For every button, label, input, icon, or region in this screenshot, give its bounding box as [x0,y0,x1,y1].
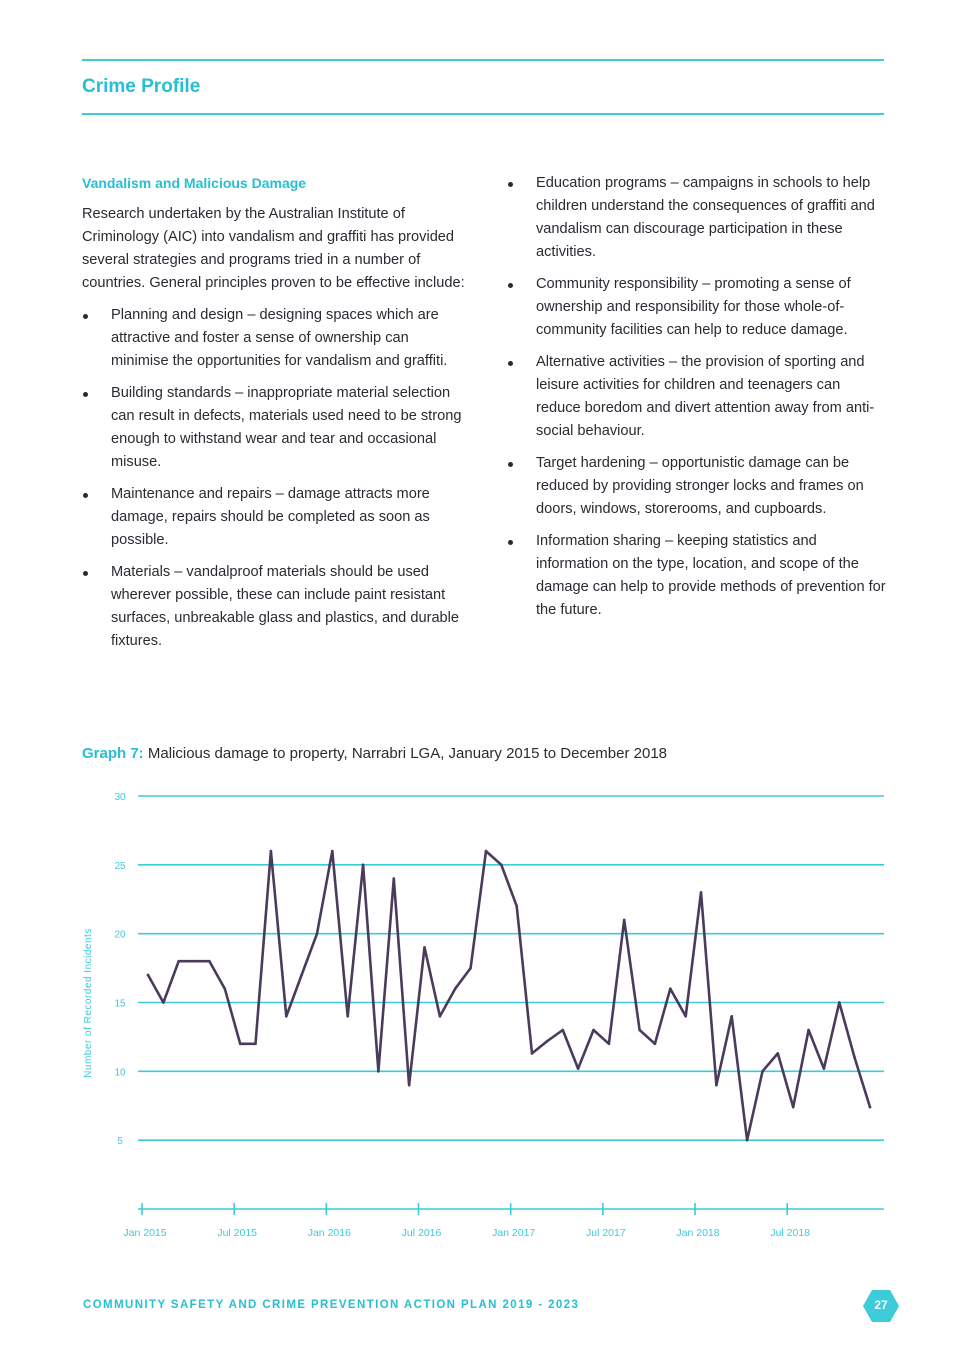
list-item: Target hardening – opportunistic damage can be reduced by providing stronger locks and frames on doors, windows, storerooms, and cupboards. [507,452,887,521]
data-point [392,877,395,880]
data-point [715,1084,718,1087]
data-point [792,1106,795,1109]
intro-paragraph: Research undertaken by the Australian Institute of Criminology (AIC) into vandalism and graffiti has provided several strategies and programs tried in a number of countries. General principles proven to be effective include: [82,206,465,291]
data-point [147,974,150,977]
data-point [561,1029,564,1032]
data-point [838,1001,841,1004]
list-item: Education programs – campaigns in schools to help children understand the consequences of graffiti and vandalism can discourage participation in these activities. [507,172,887,264]
data-point [408,1084,411,1087]
data-point [316,932,319,935]
data-point [193,960,196,963]
data-point [177,960,180,963]
data-point [546,1040,549,1043]
data-point [654,1043,657,1046]
list-item: Alternative activities – the provision of sporting and leisure activities for children and teenagers can reduce boredom and divert attention away from anti-social behaviour. [507,351,887,443]
list-item: Maintenance and repairs – damage attracts more damage, repairs should be completed as soon as possible. [82,483,467,552]
x-tick-label: Jul 2015 [217,1227,258,1239]
list-item: Information sharing – keeping statistics and information on the type, location, and scope of the damage can help to provide methods of prevention for the future. [507,530,887,622]
data-point [761,1070,764,1073]
data-point [377,1070,380,1073]
data-point [270,850,273,853]
y-tick-label: 15 [114,998,126,1010]
data-point [823,1067,826,1070]
list-item: Building standards – inappropriate material selection can result in defects, materials used need to be strong enough to withstand wear and tear and occasional misuse. [82,382,467,474]
footer-title: COMMUNITY SAFETY AND CRIME PREVENTION ACTION PLAN 2019 - 2023 [83,1299,580,1311]
data-point [730,1015,733,1018]
graph-label: Graph 7: [82,745,144,762]
data-point [362,864,365,867]
data-point [423,946,426,949]
y-tick-label: 30 [114,792,126,803]
x-tick-label: Jan 2018 [676,1227,720,1239]
section-subheading: Vandalism and Malicious Damage [82,175,307,191]
data-point [853,1056,856,1059]
data-point [623,919,626,922]
x-tick-label: Jan 2015 [123,1227,167,1239]
y-tick-label: 20 [114,929,126,941]
y-tick-label: 5 [117,1136,123,1148]
data-point [638,1029,641,1032]
graph-caption-text: Malicious damage to property, Narrabri LGA, January 2015 to December 2018 [147,745,668,762]
data-point [669,987,672,990]
data-point [485,850,488,853]
data-point [684,1015,687,1018]
data-point [300,974,303,977]
list-item: Community responsibility – promoting a sense of ownership and responsibility for those whole-of-community facilities can help to reduce damage. [507,273,887,342]
x-tick-label: Jan 2017 [492,1227,536,1239]
data-point [807,1029,810,1032]
y-tick-label: 10 [114,1067,126,1079]
x-tick-label: Jan 2016 [307,1227,351,1239]
data-point [224,987,227,990]
y-tick-label: 25 [114,860,126,872]
list-item: Planning and design – designing spaces which are attractive and foster a sense of ownership can minimise the opportunities for vandalism and graffiti. [82,304,467,373]
data-point [700,891,703,894]
data-point [454,987,457,990]
data-point [777,1052,780,1055]
list-item: Materials – vandalproof materials should be used wherever possible, these can include paint resistant surfaces, unbreakable glass and plastics, and durable fixtures. [82,561,467,653]
data-point [346,1015,349,1018]
data-point [254,1043,257,1046]
data-point [515,905,518,908]
data-point [746,1139,749,1142]
data-point [162,1001,165,1004]
data-point [500,864,503,867]
series-line [148,851,870,1140]
page-number: 27 [874,1298,888,1312]
x-tick-label: Jul 2016 [401,1227,442,1239]
data-point [208,960,211,963]
data-point [531,1052,534,1055]
y-axis-label: Number of Recorded Incidents [83,928,94,1078]
data-point [239,1043,242,1046]
x-tick-label: Jul 2018 [770,1227,811,1239]
data-point [869,1106,872,1109]
x-tick-label: Jul 2017 [585,1227,626,1239]
page-title: Crime Profile [82,76,201,97]
data-point [331,850,334,853]
data-point [608,1043,611,1046]
data-point [577,1067,580,1070]
data-point [439,1015,442,1018]
data-point [469,967,472,970]
data-point [285,1015,288,1018]
data-point [592,1029,595,1032]
